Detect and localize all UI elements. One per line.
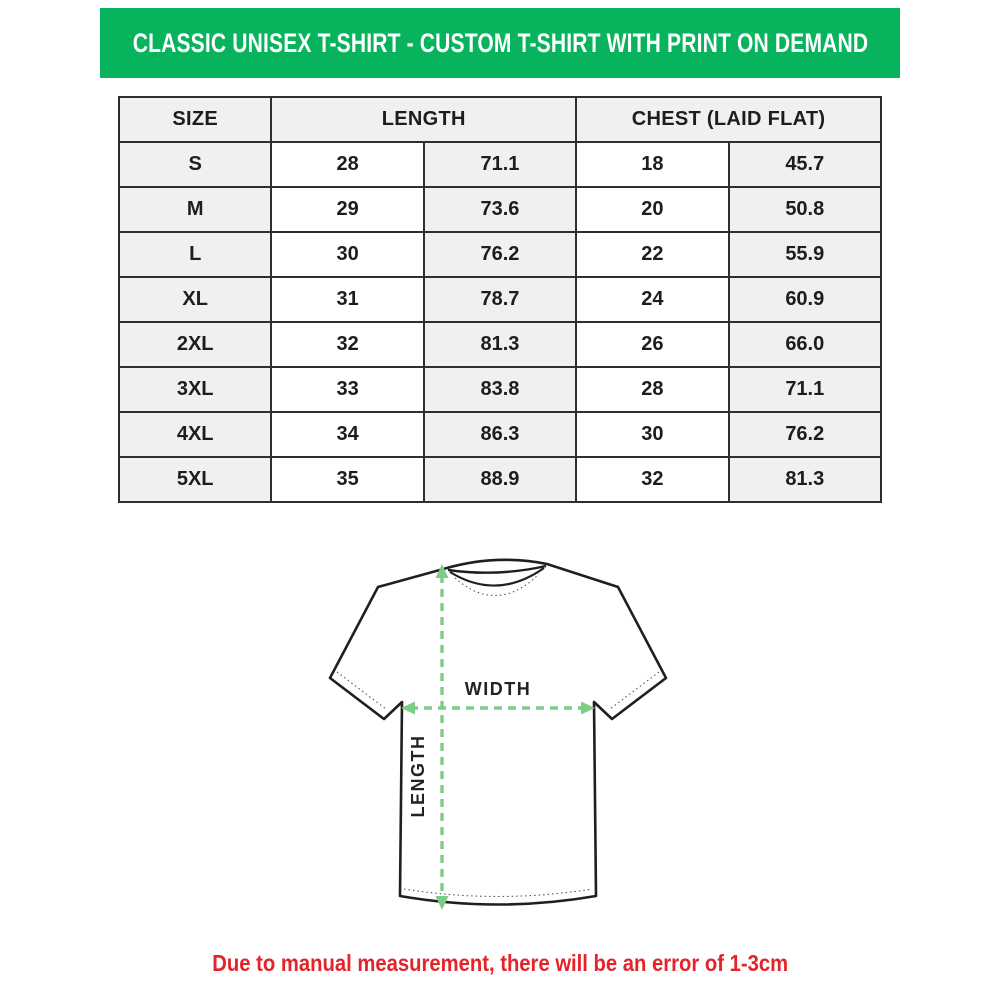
value-cell: 35 (271, 457, 423, 502)
value-cell: 28 (576, 367, 728, 412)
size-table-body (119, 142, 881, 502)
table-row (119, 367, 881, 412)
value-cell: 32 (576, 457, 728, 502)
value-cell: 26 (576, 322, 728, 367)
table-row (119, 187, 881, 232)
size-cell: S (119, 142, 271, 187)
length-label: LENGTH (408, 734, 428, 818)
value-cell: 76.2 (424, 232, 576, 277)
header-size: SIZE (119, 97, 271, 142)
value-cell: 83.8 (424, 367, 576, 412)
size-cell: 3XL (119, 367, 271, 412)
size-cell: XL (119, 277, 271, 322)
table-row (119, 412, 881, 457)
footer-note (0, 950, 1000, 977)
value-cell: 29 (271, 187, 423, 232)
size-cell: L (119, 232, 271, 277)
header-chest: CHEST (LAID FLAT) (576, 97, 881, 142)
size-cell: M (119, 187, 271, 232)
value-cell: 71.1 (424, 142, 576, 187)
value-cell: 45.7 (729, 142, 881, 187)
value-cell: 31 (271, 277, 423, 322)
table-row (119, 322, 881, 367)
value-cell: 71.1 (729, 367, 881, 412)
table-row (119, 232, 881, 277)
value-cell: 28 (271, 142, 423, 187)
value-cell: 66.0 (729, 322, 881, 367)
value-cell: 50.8 (729, 187, 881, 232)
value-cell: 20 (576, 187, 728, 232)
measurement-disclaimer: Due to manual measurement, there will be an error of 1-3cm (212, 950, 788, 976)
size-cell: 4XL (119, 412, 271, 457)
value-cell: 73.6 (424, 187, 576, 232)
value-cell: 81.3 (424, 322, 576, 367)
value-cell: 81.3 (729, 457, 881, 502)
page-title: CLASSIC UNISEX T-SHIRT - CUSTOM T-SHIRT WITH PRINT ON DEMAND (132, 27, 868, 58)
size-table (118, 96, 882, 503)
value-cell: 24 (576, 277, 728, 322)
header-length: LENGTH (271, 97, 576, 142)
size-cell: 5XL (119, 457, 271, 502)
tshirt-outline (330, 560, 666, 905)
value-cell: 18 (576, 142, 728, 187)
value-cell: 30 (576, 412, 728, 457)
table-row (119, 457, 881, 502)
value-cell: 30 (271, 232, 423, 277)
value-cell: 32 (271, 322, 423, 367)
size-cell: 2XL (119, 322, 271, 367)
table-row (119, 142, 881, 187)
value-cell: 60.9 (729, 277, 881, 322)
value-cell: 33 (271, 367, 423, 412)
value-cell: 34 (271, 412, 423, 457)
value-cell: 22 (576, 232, 728, 277)
value-cell: 88.9 (424, 457, 576, 502)
width-label: WIDTH (464, 679, 532, 699)
table-header-row (119, 97, 881, 142)
value-cell: 55.9 (729, 232, 881, 277)
tshirt-diagram (328, 551, 672, 941)
value-cell: 78.7 (424, 277, 576, 322)
title-banner (100, 8, 900, 78)
table-row (119, 277, 881, 322)
value-cell: 86.3 (424, 412, 576, 457)
value-cell: 76.2 (729, 412, 881, 457)
